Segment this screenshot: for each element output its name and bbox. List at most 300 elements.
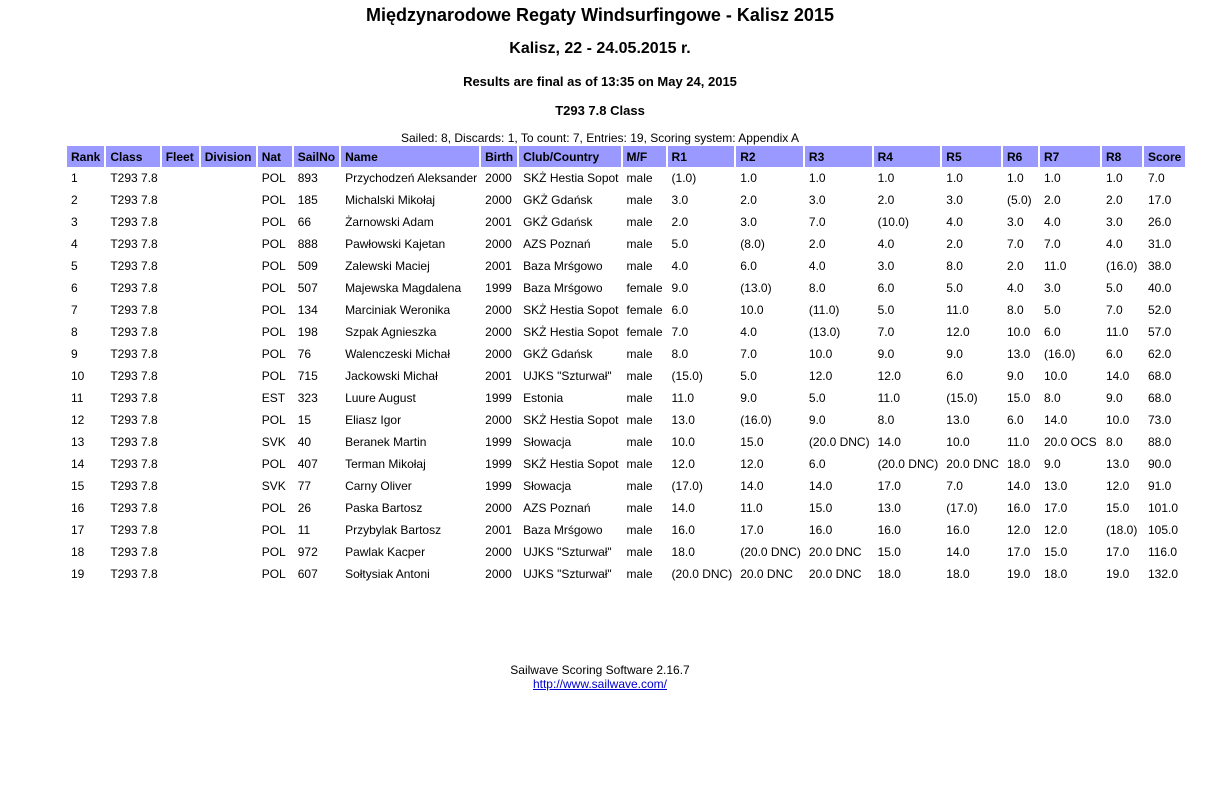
cell-r8: 8.0 (1105, 435, 1123, 449)
cell-class: T293 7.8 (110, 237, 158, 251)
cell-division (201, 299, 258, 321)
cell-rank: 18 (71, 545, 85, 559)
cell-r7: 15.0 (1043, 545, 1068, 559)
cell-score: 68.0 (1147, 391, 1172, 405)
cell-r7: 2.0 (1043, 193, 1061, 207)
cell-division (201, 233, 258, 255)
cell-fleet (162, 409, 201, 431)
cell-r1: 13.0 (671, 413, 695, 427)
cell-r2: 17.0 (740, 523, 764, 537)
cell-nat: POL (261, 567, 286, 581)
cell-sailno: 198 (297, 325, 318, 339)
cell-mf: male (626, 501, 653, 515)
cell-r7: 4.0 (1043, 215, 1061, 229)
table-row (67, 365, 1187, 387)
cell-r1: (15.0) (671, 369, 703, 383)
cell-class: T293 7.8 (110, 215, 158, 229)
table-row (67, 497, 1187, 519)
table-row (67, 343, 1187, 365)
cell-r7: 11.0 (1043, 259, 1067, 273)
cell-r4: 6.0 (877, 281, 895, 295)
cell-r6: 7.0 (1006, 237, 1024, 251)
cell-r7: 10.0 (1043, 369, 1068, 383)
cell-r1: 14.0 (671, 501, 695, 515)
page-title: Międzynarodowe Regaty Windsurfingowe - Kalisz 2015 (366, 5, 834, 25)
cell-birth: 2000 (485, 193, 512, 207)
cell-name: Eliasz Igor (345, 413, 402, 427)
cell-r5: 13.0 (946, 413, 970, 427)
cell-score: 7.0 (1147, 171, 1165, 185)
cell-r8: 14.0 (1105, 369, 1130, 383)
cell-fleet (162, 365, 201, 387)
table-row (67, 519, 1187, 541)
cell-rank: 16 (71, 501, 85, 515)
cell-club: AZS Poznań (523, 237, 591, 251)
event-dates: Kalisz, 22 - 24.05.2015 r. (509, 40, 691, 57)
cell-r3: 8.0 (808, 281, 826, 295)
cell-r4: 14.0 (877, 435, 901, 449)
cell-sailno: 607 (297, 567, 318, 581)
cell-score: 38.0 (1147, 259, 1172, 273)
cell-r5: 3.0 (946, 193, 963, 207)
cell-r3: 7.0 (808, 215, 826, 229)
cell-r2: 9.0 (740, 391, 757, 405)
cell-r6: 2.0 (1006, 259, 1024, 273)
cell-r8: 7.0 (1105, 303, 1123, 317)
results-status: Results are final as of 13:35 on May 24, 2015 (463, 74, 737, 89)
cell-r8: 2.0 (1105, 193, 1123, 207)
cell-fleet (162, 277, 201, 299)
cell-nat: SVK (261, 435, 286, 449)
cell-rank: 19 (71, 567, 85, 581)
cell-birth: 2000 (485, 567, 512, 581)
cell-r4: 18.0 (877, 567, 901, 581)
column-header-r4: R4 (874, 146, 943, 167)
cell-r5: (15.0) (946, 391, 978, 405)
cell-r2: (20.0 DNC) (740, 545, 801, 559)
cell-r8: 19.0 (1105, 567, 1130, 581)
cell-division (201, 387, 258, 409)
cell-r1: (17.0) (671, 479, 703, 493)
cell-name: Marciniak Weronika (345, 303, 451, 317)
cell-score: 62.0 (1147, 347, 1172, 361)
cell-sailno: 893 (297, 171, 318, 185)
cell-club: SKŻ Hestia Sopot (523, 413, 619, 427)
cell-club: SKŻ Hestia Sopot (523, 325, 619, 339)
cell-sailno: 134 (297, 303, 318, 317)
cell-r4: 5.0 (877, 303, 895, 317)
cell-r6: 4.0 (1006, 281, 1024, 295)
cell-r8: 13.0 (1105, 457, 1130, 471)
cell-r4: 7.0 (877, 325, 895, 339)
cell-name: Przybylak Bartosz (345, 523, 442, 537)
cell-score: 26.0 (1147, 215, 1172, 229)
cell-r5: 1.0 (946, 171, 963, 185)
cell-r1: 8.0 (671, 347, 689, 361)
cell-r1: 4.0 (671, 259, 689, 273)
cell-rank: 15 (71, 479, 85, 493)
cell-nat: POL (261, 413, 286, 427)
cell-nat: POL (261, 281, 286, 295)
cell-sailno: 77 (297, 479, 312, 493)
cell-r3: (11.0) (808, 303, 840, 317)
cell-division (201, 409, 258, 431)
table-row (67, 321, 1187, 343)
cell-birth: 2000 (485, 303, 512, 317)
cell-club: SKŻ Hestia Sopot (523, 303, 619, 317)
cell-score: 88.0 (1147, 435, 1172, 449)
cell-r1: 6.0 (671, 303, 689, 317)
cell-club: UJKS "Szturwał" (523, 369, 612, 383)
cell-sailno: 715 (297, 369, 318, 383)
cell-class: T293 7.8 (110, 325, 158, 339)
cell-r3: 15.0 (808, 501, 833, 515)
cell-r8: 15.0 (1105, 501, 1130, 515)
cell-r1: 9.0 (671, 281, 689, 295)
cell-rank: 1 (71, 171, 78, 185)
column-header-r1: R1 (668, 146, 737, 167)
column-header-fleet: Fleet (162, 146, 201, 167)
cell-r5: 4.0 (946, 215, 963, 229)
table-row (67, 211, 1187, 233)
cell-r1: 12.0 (671, 457, 695, 471)
cell-nat: POL (261, 369, 286, 383)
cell-fleet (162, 563, 201, 585)
cell-r3: 20.0 DNC (808, 545, 862, 559)
cell-r1: 16.0 (671, 523, 695, 537)
cell-score: 116.0 (1147, 545, 1178, 559)
cell-sailno: 76 (297, 347, 312, 361)
cell-division (201, 167, 258, 189)
cell-fleet (162, 497, 201, 519)
cell-mf: male (626, 435, 653, 449)
cell-name: Michalski Mikołaj (345, 193, 436, 207)
cell-division (201, 519, 258, 541)
cell-birth: 2001 (485, 215, 512, 229)
cell-r6: 15.0 (1006, 391, 1031, 405)
cell-r2: (8.0) (740, 237, 765, 251)
cell-division (201, 365, 258, 387)
cell-r2: 3.0 (740, 215, 757, 229)
cell-club: SKŻ Hestia Sopot (523, 171, 619, 185)
cell-club: Baza Mrśgowo (523, 281, 603, 295)
cell-club: Baza Mrśgowo (523, 523, 603, 537)
cell-r4: (10.0) (877, 215, 909, 229)
cell-sailno: 185 (297, 193, 318, 207)
cell-r6: 12.0 (1006, 523, 1031, 537)
cell-mf: male (626, 391, 653, 405)
cell-r6: 9.0 (1006, 369, 1024, 383)
cell-sailno: 40 (297, 435, 312, 449)
cell-sailno: 66 (297, 215, 312, 229)
cell-r6: 1.0 (1006, 171, 1024, 185)
cell-r5: 20.0 DNC (946, 457, 999, 471)
table-header-row (67, 146, 1187, 167)
cell-sailno: 323 (297, 391, 318, 405)
column-header-nat: Nat (258, 146, 294, 167)
cell-name: Zalewski Maciej (345, 259, 430, 273)
table-row (67, 387, 1187, 409)
cell-r3: 3.0 (808, 193, 826, 207)
cell-nat: SVK (261, 479, 286, 493)
cell-r3: 4.0 (808, 259, 826, 273)
cell-r8: (18.0) (1105, 523, 1138, 537)
cell-r7: (16.0) (1043, 347, 1076, 361)
cell-r2: 15.0 (740, 435, 764, 449)
cell-mf: male (626, 479, 653, 493)
cell-division (201, 255, 258, 277)
column-header-r7: R7 (1040, 146, 1102, 167)
table-row (67, 277, 1187, 299)
cell-nat: POL (261, 523, 286, 537)
cell-club: UJKS "Szturwał" (523, 545, 612, 559)
cell-r3: 10.0 (808, 347, 833, 361)
cell-r3: (13.0) (808, 325, 841, 339)
cell-r7: 13.0 (1043, 479, 1068, 493)
cell-r2: (13.0) (740, 281, 772, 295)
cell-r3: 9.0 (808, 413, 826, 427)
cell-club: Słowacja (523, 435, 572, 449)
cell-rank: 8 (71, 325, 78, 339)
cell-division (201, 563, 258, 585)
cell-r4: 15.0 (877, 545, 901, 559)
cell-r2: 5.0 (740, 369, 757, 383)
cell-mf: male (626, 193, 653, 207)
cell-nat: POL (261, 237, 286, 251)
cell-score: 57.0 (1147, 325, 1172, 339)
table-row (67, 541, 1187, 563)
cell-score: 40.0 (1147, 281, 1172, 295)
cell-r2: 11.0 (740, 501, 763, 515)
table-row (67, 409, 1187, 431)
cell-r6: 18.0 (1006, 457, 1031, 471)
cell-class: T293 7.8 (110, 193, 158, 207)
cell-name: Carny Oliver (345, 479, 412, 493)
cell-birth: 1999 (485, 457, 512, 471)
cell-r4: 11.0 (877, 391, 901, 405)
cell-name: Beranek Martin (345, 435, 427, 449)
column-header-r5: R5 (942, 146, 1003, 167)
cell-mf: male (626, 567, 653, 581)
cell-score: 68.0 (1147, 369, 1172, 383)
cell-mf: female (626, 281, 663, 295)
cell-score: 17.0 (1147, 193, 1172, 207)
cell-name: Żarnowski Adam (345, 215, 434, 229)
cell-nat: POL (261, 501, 286, 515)
column-header-sailno: SailNo (294, 146, 341, 167)
cell-class: T293 7.8 (110, 391, 158, 405)
cell-r7: 12.0 (1043, 523, 1068, 537)
software-credit: Sailwave Scoring Software 2.16.7 (510, 663, 690, 677)
cell-fleet (162, 255, 201, 277)
cell-birth: 2000 (485, 545, 512, 559)
cell-r8: 10.0 (1105, 413, 1130, 427)
cell-mf: male (626, 545, 653, 559)
cell-score: 105.0 (1147, 523, 1178, 537)
cell-class: T293 7.8 (110, 259, 158, 273)
table-row (67, 189, 1187, 211)
cell-club: GKŻ Gdańsk (523, 215, 593, 229)
cell-nat: POL (261, 171, 286, 185)
cell-r2: 4.0 (740, 325, 757, 339)
cell-nat: POL (261, 325, 286, 339)
cell-class: T293 7.8 (110, 369, 158, 383)
cell-r4: 8.0 (877, 413, 895, 427)
cell-r2: 10.0 (740, 303, 764, 317)
class-title: T293 7.8 Class (555, 103, 645, 118)
cell-birth: 1999 (485, 479, 512, 493)
cell-fleet (162, 233, 201, 255)
cell-r8: 4.0 (1105, 237, 1123, 251)
cell-r6: 13.0 (1006, 347, 1031, 361)
cell-fleet (162, 167, 201, 189)
cell-r1: 5.0 (671, 237, 689, 251)
cell-r8: 6.0 (1105, 347, 1123, 361)
results-table (67, 146, 1187, 585)
cell-mf: male (626, 413, 653, 427)
cell-name: Majewska Magdalena (345, 281, 462, 295)
column-header-r3: R3 (805, 146, 874, 167)
cell-r5: 18.0 (946, 567, 970, 581)
cell-score: 101.0 (1147, 501, 1178, 515)
cell-r5: 2.0 (946, 237, 963, 251)
cell-sailno: 11 (297, 523, 311, 537)
cell-r8: 11.0 (1105, 325, 1129, 339)
cell-nat: POL (261, 193, 286, 207)
cell-division (201, 541, 258, 563)
cell-score: 52.0 (1147, 303, 1172, 317)
cell-fleet (162, 453, 201, 475)
cell-r2: 6.0 (740, 259, 757, 273)
cell-mf: male (626, 259, 653, 273)
cell-fleet (162, 299, 201, 321)
cell-class: T293 7.8 (110, 479, 158, 493)
cell-rank: 3 (71, 215, 78, 229)
cell-birth: 2000 (485, 501, 512, 515)
cell-r4: 9.0 (877, 347, 895, 361)
cell-mf: male (626, 523, 653, 537)
cell-birth: 1999 (485, 281, 512, 295)
cell-name: Luure August (345, 391, 416, 405)
cell-name: Walenczeski Michał (345, 347, 450, 361)
table-row (67, 255, 1187, 277)
cell-fleet (162, 519, 201, 541)
cell-r2: 12.0 (740, 457, 764, 471)
cell-class: T293 7.8 (110, 347, 158, 361)
cell-fleet (162, 211, 201, 233)
cell-r5: 14.0 (946, 545, 970, 559)
cell-division (201, 189, 258, 211)
cell-mf: female (626, 325, 663, 339)
cell-sailno: 509 (297, 259, 318, 273)
cell-r2: 2.0 (740, 193, 757, 207)
cell-r6: 11.0 (1006, 435, 1030, 449)
cell-name: Pawłowski Kajetan (345, 237, 446, 251)
cell-class: T293 7.8 (110, 567, 158, 581)
cell-club: Estonia (523, 391, 564, 405)
cell-mf: female (626, 303, 663, 317)
cell-r4: (20.0 DNC) (877, 457, 939, 471)
cell-r7: 20.0 OCS (1043, 435, 1097, 449)
cell-r4: 13.0 (877, 501, 901, 515)
scoring-summary: Sailed: 8, Discards: 1, To count: 7, Entries: 19, Scoring system: Appendix A (401, 131, 799, 145)
cell-mf: male (626, 171, 653, 185)
cell-r8: 5.0 (1105, 281, 1123, 295)
cell-birth: 2000 (485, 325, 512, 339)
cell-r1: 2.0 (671, 215, 689, 229)
cell-r7: 14.0 (1043, 413, 1068, 427)
cell-r1: 11.0 (671, 391, 694, 405)
cell-r4: 12.0 (877, 369, 901, 383)
table-row (67, 233, 1187, 255)
sailwave-link[interactable]: http://www.sailwave.com/ (532, 677, 668, 691)
cell-rank: 6 (71, 281, 78, 295)
cell-r2: (16.0) (740, 413, 772, 427)
cell-name: Jackowski Michał (345, 369, 438, 383)
cell-r7: 6.0 (1043, 325, 1061, 339)
cell-r7: 9.0 (1043, 457, 1061, 471)
cell-r5: 10.0 (946, 435, 970, 449)
cell-r5: 6.0 (946, 369, 963, 383)
cell-r4: 4.0 (877, 237, 895, 251)
cell-rank: 17 (71, 523, 85, 537)
cell-name: Sołtysiak Antoni (345, 567, 430, 581)
cell-rank: 10 (71, 369, 85, 383)
cell-class: T293 7.8 (110, 545, 158, 559)
cell-r4: 3.0 (877, 259, 895, 273)
cell-fleet (162, 475, 201, 497)
cell-club: GKŻ Gdańsk (523, 193, 593, 207)
cell-division (201, 431, 258, 453)
cell-nat: POL (261, 457, 286, 471)
table-row (67, 475, 1187, 497)
cell-r2: 1.0 (740, 171, 757, 185)
cell-score: 91.0 (1147, 479, 1172, 493)
cell-rank: 7 (71, 303, 78, 317)
column-header-r8: R8 (1102, 146, 1144, 167)
cell-nat: POL (261, 347, 286, 361)
cell-mf: male (626, 347, 653, 361)
cell-club: AZS Poznań (523, 501, 591, 515)
cell-club: SKŻ Hestia Sopot (523, 457, 619, 471)
cell-r8: (16.0) (1105, 259, 1138, 273)
cell-r3: 2.0 (808, 237, 826, 251)
cell-division (201, 343, 258, 365)
cell-rank: 13 (71, 435, 85, 449)
cell-division (201, 321, 258, 343)
cell-club: Słowacja (523, 479, 572, 493)
cell-birth: 1999 (485, 391, 512, 405)
cell-r6: 6.0 (1006, 413, 1024, 427)
cell-rank: 11 (71, 391, 84, 405)
results-body (67, 167, 1187, 585)
cell-birth: 2001 (485, 523, 512, 537)
cell-class: T293 7.8 (110, 171, 158, 185)
cell-r1: 18.0 (671, 545, 695, 559)
cell-sailno: 15 (297, 413, 312, 427)
cell-name: Przychodzeń Aleksander (345, 171, 478, 185)
column-header-club: Club/Country (519, 146, 622, 167)
cell-division (201, 277, 258, 299)
table-row (67, 453, 1187, 475)
column-header-name: Name (341, 146, 481, 167)
cell-r7: 7.0 (1043, 237, 1061, 251)
cell-nat: POL (261, 259, 286, 273)
cell-r7: 1.0 (1043, 171, 1061, 185)
cell-fleet (162, 189, 201, 211)
cell-r7: 8.0 (1043, 391, 1061, 405)
cell-r6: 3.0 (1006, 215, 1024, 229)
